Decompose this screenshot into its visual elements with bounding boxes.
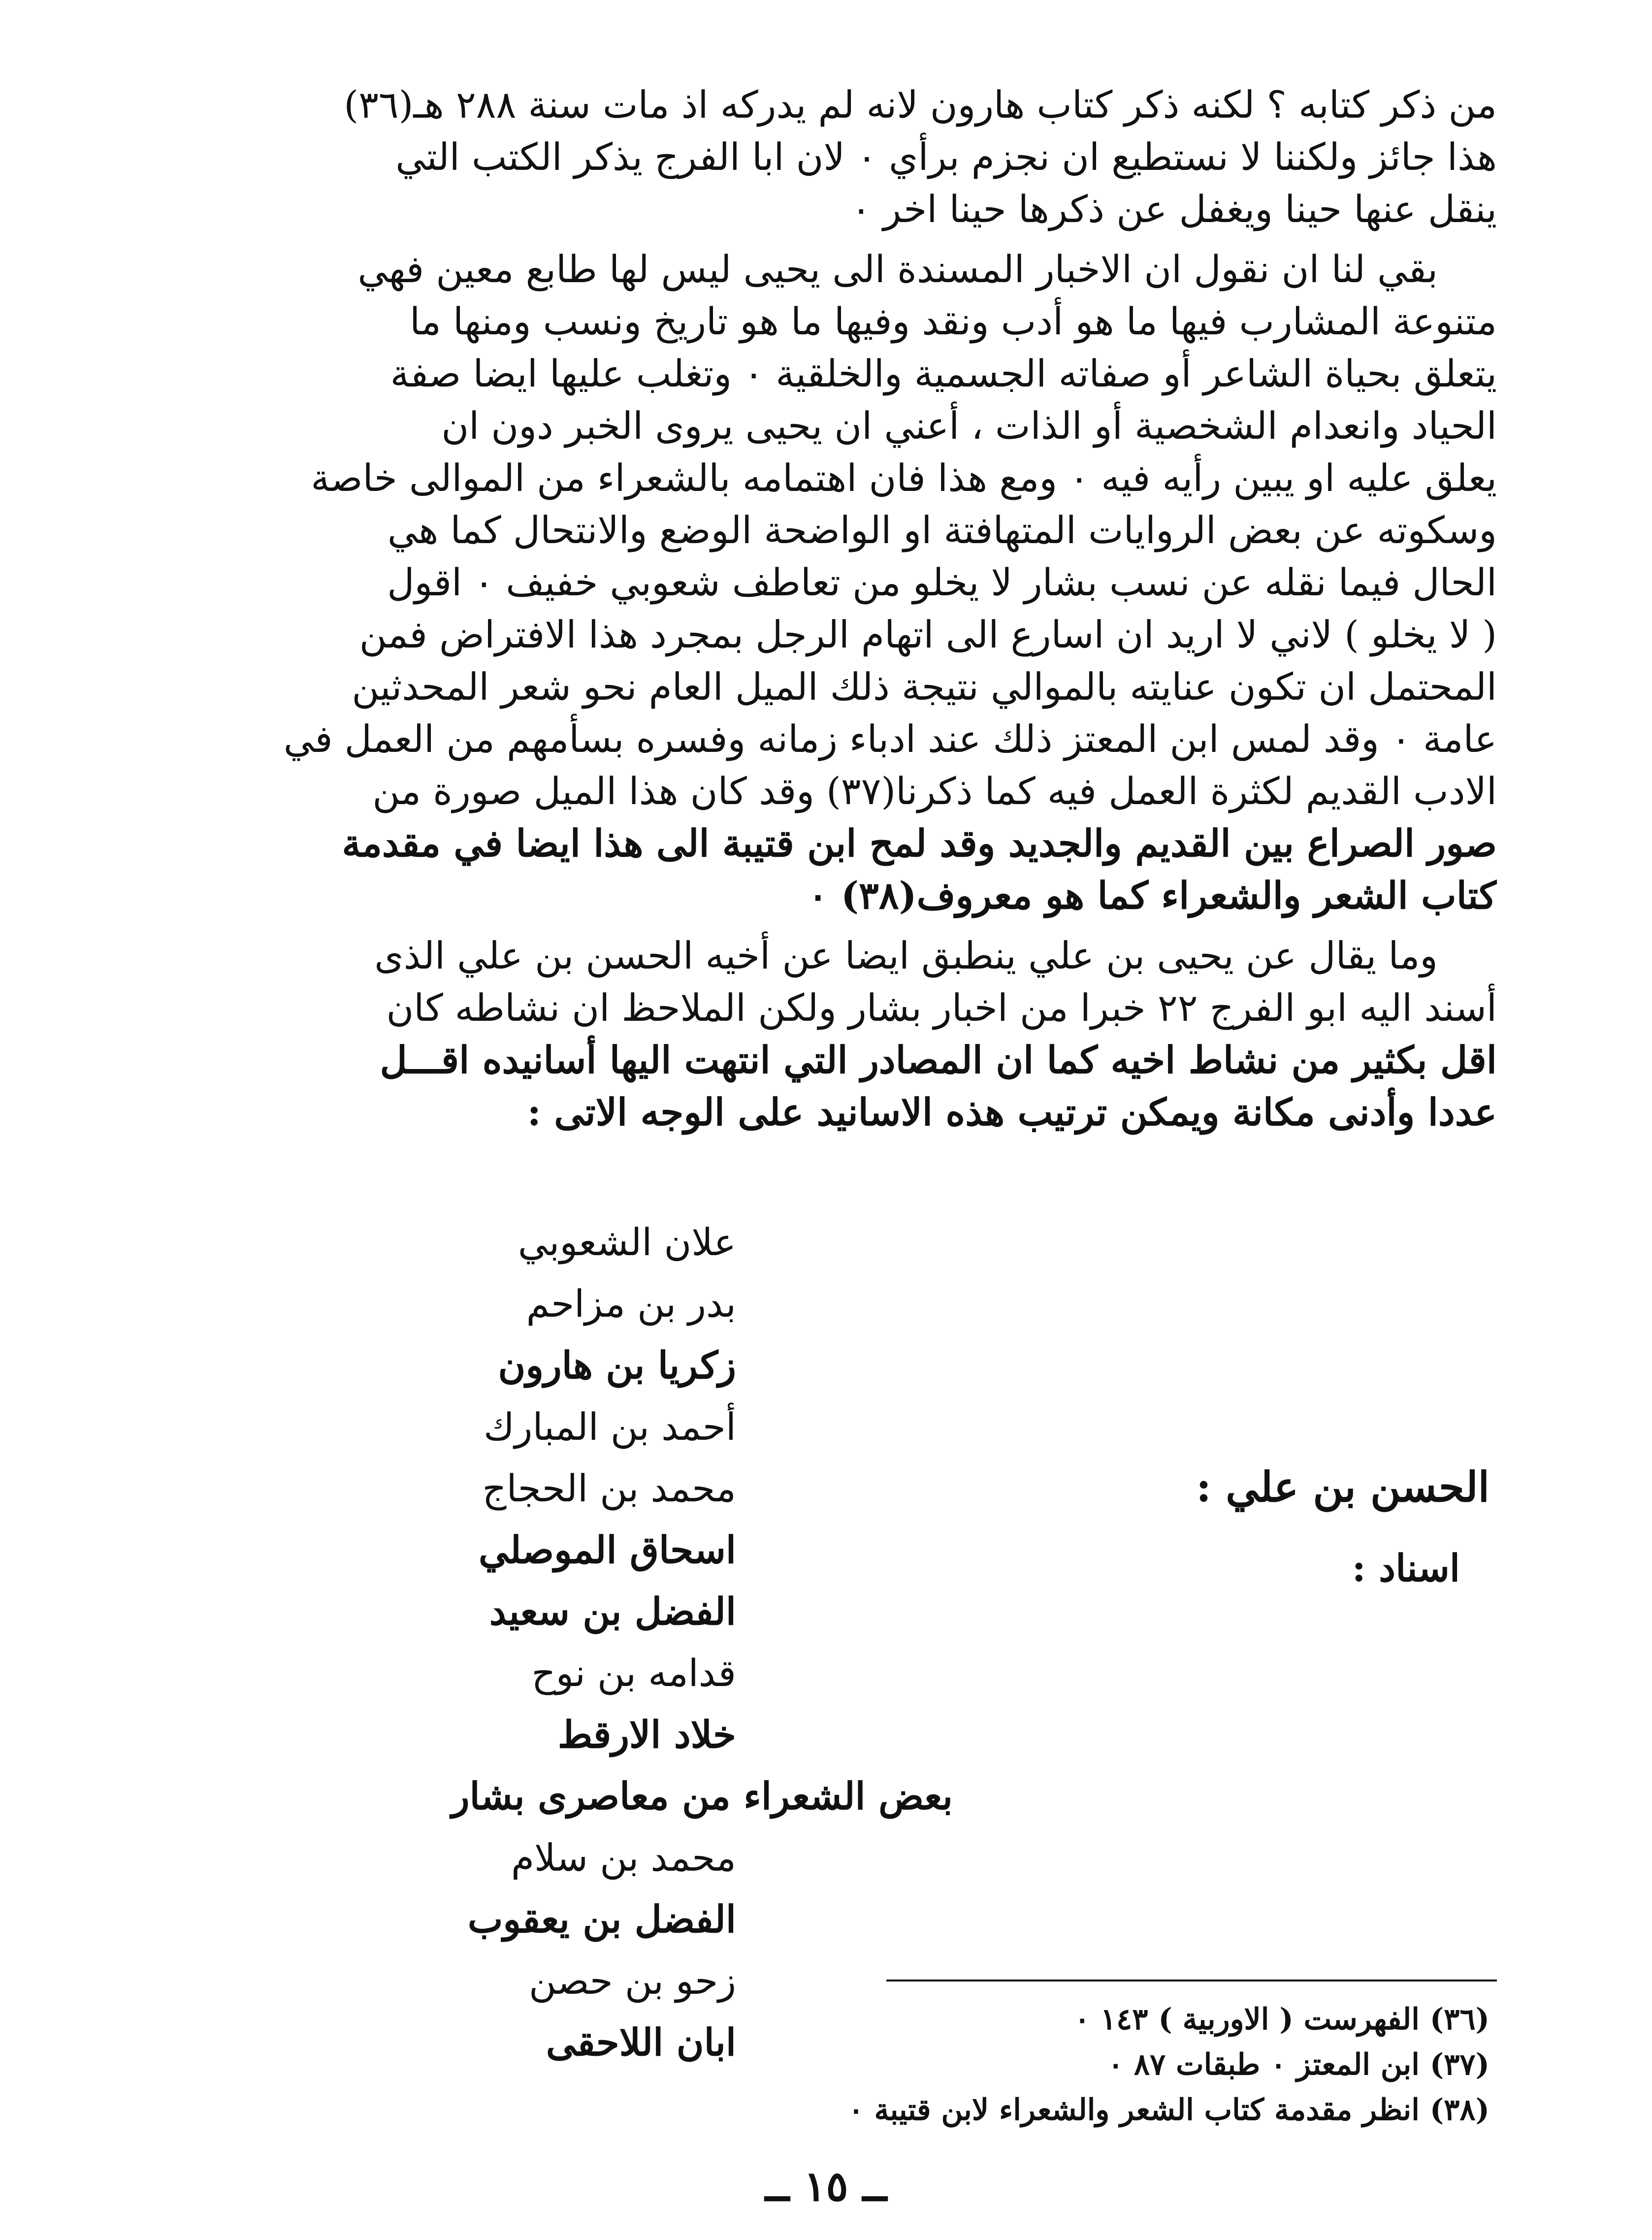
chain-subheading: اسناد :: [1352, 1546, 1460, 1590]
isnad-name: أحمد بن المبارك: [484, 1405, 736, 1449]
footnote-divider: [886, 1980, 1497, 1981]
body-text: [162, 79, 1497, 1146]
text-line: متنوعة المشارب فيها ما هو أدب ونقد وفيها ما هو تاريخ ونسب ومنها ما: [409, 299, 1497, 343]
isnad-name: الفضل بن سعيد: [489, 1590, 736, 1633]
isnad-name: محمد بن سلام: [511, 1836, 736, 1880]
isnad-name: الفضل بن يعقوب: [467, 1897, 736, 1941]
text-line: الحياد وانعدام الشخصية أو الذات ، أعني ان يحيى يروى الخبر دون ان: [441, 404, 1497, 448]
text-line: عددا وأدنى مكانة ويمكن ترتيب هذه الاسانيد على الوجه الاتى :: [527, 1090, 1497, 1134]
text-line: هذا جائز ولكننا لا نستطيع ان نجزم برأي ٠ لان ابا الفرج يذكر الكتب التي: [395, 135, 1497, 179]
isnad-name: زحو بن حصن: [528, 1959, 736, 2003]
isnad-name: اسحاق الموصلي: [479, 1528, 736, 1572]
paragraph: [162, 930, 1497, 1138]
paragraph: [162, 243, 1497, 922]
text-line: الحال فيما نقله عن نسب بشار لا يخلو من تعاطف شعوبي خفيف ٠ اقول: [387, 560, 1497, 604]
footnote: (٣٦) الفهرست ( الاوربية ) ١٤٣ ٠: [1074, 2002, 1490, 2037]
isnad-name: علان الشعوبي: [518, 1220, 736, 1264]
isnad-name: ابان اللاحقى: [546, 2020, 736, 2064]
text-line: ينقل عنها حينا ويغفل عن ذكرها حينا اخر ٠: [851, 187, 1497, 231]
text-line: ( لا يخلو ) لاني لا اريد ان اسارع الى اتهام الرجل بمجرد هذا الافتراض فمن: [359, 613, 1497, 656]
text-line: وما يقال عن يحيى بن علي ينطبق ايضا عن أخيه الحسن بن علي الذى: [374, 934, 1438, 977]
text-line: يعلق عليه او يبين رأيه فيه ٠ ومع هذا فان اهتمامه بالشعراء من الموالى خاصة: [311, 456, 1497, 500]
isnad-list: [145, 1211, 953, 2073]
text-line: وسكوته عن بعض الروايات المتهافتة او الواضحة الوضع والانتحال كما هي: [387, 508, 1497, 552]
footnote: (٣٨) انظر مقدمة كتاب الشعر والشعراء لابن قتيبة ٠: [848, 2093, 1490, 2127]
isnad-name: بعض الشعراء من معاصرى بشار: [451, 1774, 953, 1818]
footnotes: [702, 1997, 1490, 2133]
text-line: أسند اليه ابو الفرج ٢٢ خبرا من اخبار بشار ولكن الملاحظ ان نشاطه كان: [386, 986, 1497, 1030]
text-line: الادب القديم لكثرة العمل فيه كما ذكرنا(٣٧) وقد كان هذا الميل صورة من: [372, 769, 1497, 813]
paragraph: [162, 79, 1497, 235]
isnad-name: زكريا بن هارون: [498, 1343, 736, 1387]
text-line: يتعلق بحياة الشاعر أو صفاته الجسمية والخلقية ٠ وتغلب عليها ايضا صفة: [390, 352, 1497, 395]
text-line: صور الصراع بين القديم والجديد وقد لمح ابن قتيبة الى هذا ايضا في مقدمة: [342, 821, 1497, 865]
isnad-name: محمد بن الحجاج: [482, 1466, 736, 1510]
text-line: عامة ٠ وقد لمس ابن المعتز ذلك عند ادباء زمانه وفسره بسأمهم من العمل في: [283, 717, 1497, 761]
isnad-name: قدامه بن نوح: [531, 1651, 736, 1695]
text-line: كتاب الشعر والشعراء كما هو معروف(٣٨) ٠: [808, 874, 1497, 917]
text-line: من ذكر كتابه ؟ لكنه ذكر كتاب هارون لانه لم يدركه اذ مات سنة ٢٨٨ هـ(٣٦): [344, 83, 1497, 127]
isnad-name: بدر بن مزاحم: [526, 1282, 736, 1326]
text-line: اقل بكثير من نشاط اخيه كما ان المصادر التي انتهت اليها أسانيده اقـــل: [380, 1038, 1497, 1082]
text-line: بقي لنا ان نقول ان الاخبار المسندة الى يحيى ليس لها طابع معين فهي: [357, 247, 1438, 291]
chain-heading: الحسن بن علي :: [1196, 1462, 1490, 1511]
page-number: ــ ١٥ ــ: [765, 2162, 887, 2210]
footnote: (٣٧) ابن المعتز ٠ طبقات ٨٧ ٠: [1107, 2047, 1490, 2082]
text-line: المحتمل ان تكون عنايته بالموالي نتيجة ذلك الميل العام نحو شعر المحدثين: [352, 665, 1497, 709]
isnad-name: خلاد الارقط: [557, 1713, 736, 1756]
